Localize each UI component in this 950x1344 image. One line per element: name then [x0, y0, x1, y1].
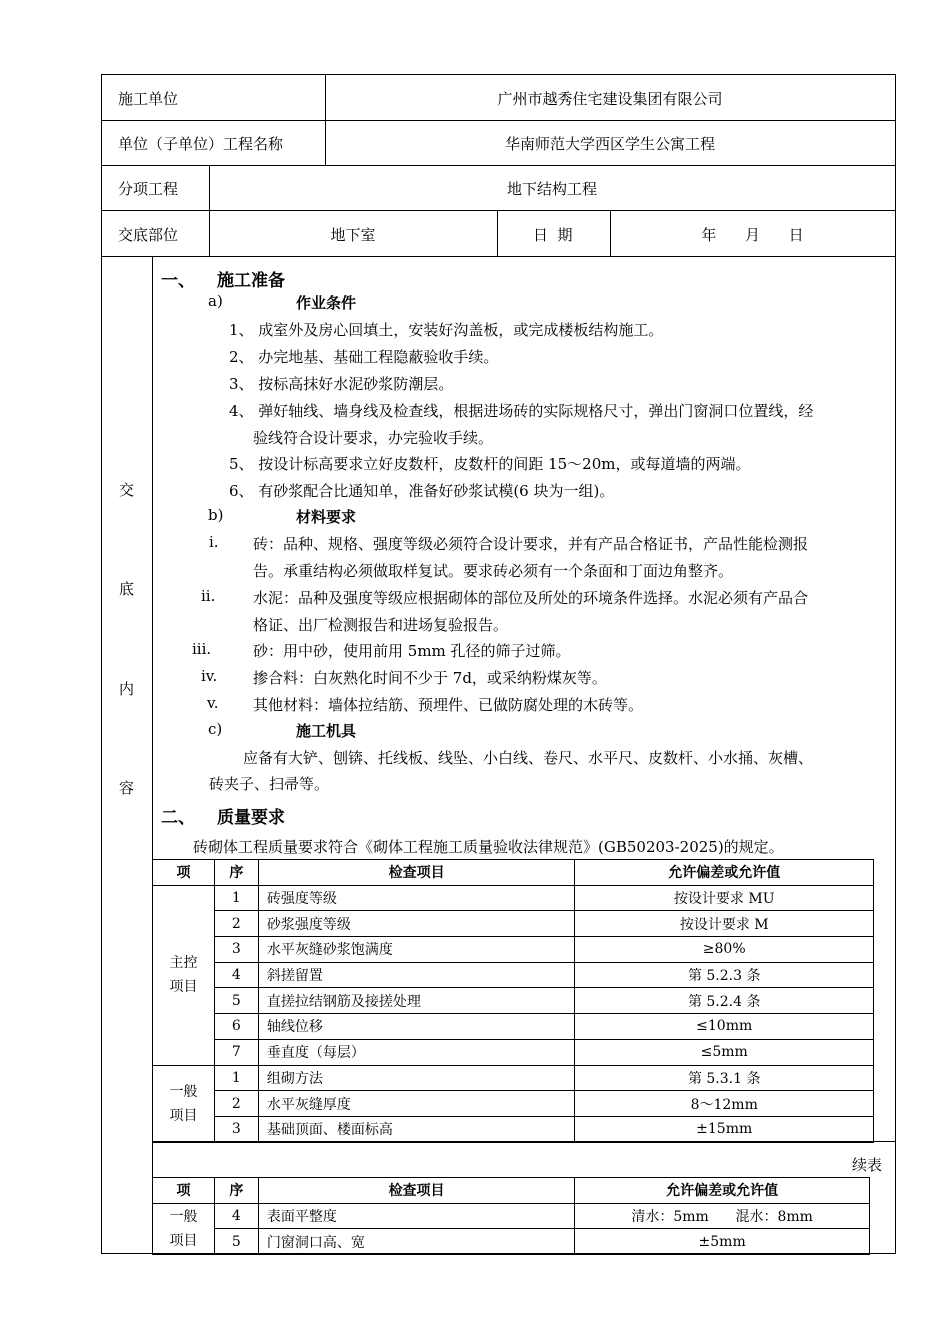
section2-title: 质量要求 [217, 808, 285, 828]
section2-number: 二、 [161, 808, 195, 828]
location-value: 地下室 [330, 226, 376, 244]
row-value: 第 5.2.3 条 [575, 962, 874, 988]
date-value: 年 月 日 [701, 226, 804, 244]
list-item: 砖：品种、规格、强度等级必须符合设计要求，并有产品合格证书，产品性能检测报 [253, 535, 809, 553]
side-label-char: 交 [118, 481, 134, 499]
date-label: 日 期 [533, 226, 573, 244]
group-label: 一般项目 [153, 1203, 215, 1254]
roman-num: ii. [201, 587, 216, 605]
column-header: 序 [214, 1178, 258, 1204]
table-row [153, 937, 874, 963]
sub-a-mark: a) [208, 292, 223, 310]
col-divider [497, 210, 498, 256]
location-label: 交底部位 [118, 226, 179, 244]
list-item: 1、 成室外及房心回填土，安装好沟盖板，或完成楼板结构施工。 [229, 321, 664, 339]
roman-num: v. [207, 694, 219, 712]
row-value: ≤10mm [575, 1014, 874, 1040]
column-header: 序 [214, 860, 258, 886]
row-no: 4 [214, 962, 258, 988]
row-divider [101, 120, 896, 121]
list-item: 掺合料：白灰熟化时间不少于 7d，或采纳粉煤灰等。 [253, 669, 607, 687]
row-no: 6 [214, 1014, 258, 1040]
row-value: 第 5.3.1 条 [575, 1065, 874, 1091]
side-label-char: 容 [118, 779, 134, 797]
row-value: ≤5mm [575, 1039, 874, 1065]
list-item: 格证、出厂检测报告和进场复验报告。 [253, 616, 509, 634]
row-value: 清水：5mm 混水：8mm [575, 1203, 870, 1229]
side-label-char: 内 [118, 680, 134, 698]
frame-right [895, 74, 896, 1254]
section1-title: 施工准备 [217, 271, 285, 291]
list-item: 水泥：品种及强度等级应根据砌体的部位及所处的环境条件选择。水泥必须有产品合 [253, 589, 809, 607]
row-item: 基础顶面、楼面标高 [258, 1116, 575, 1142]
list-item: 砂：用中砂，使用前用 5mm 孔径的筛子过筛。 [253, 642, 571, 660]
row-value: 按设计要求 MU [575, 885, 874, 911]
list-item: 3、 按标高抹好水泥砂浆防潮层。 [229, 375, 454, 393]
row-item: 表面平整度 [258, 1203, 574, 1229]
sub-a-title: 作业条件 [296, 294, 357, 312]
unit-label: 施工单位 [118, 90, 179, 108]
row-divider [101, 210, 896, 211]
row-no: 7 [214, 1039, 258, 1065]
column-header: 允许偏差或允许值 [575, 860, 874, 886]
group-label: 一般项目 [153, 1065, 215, 1142]
list-item: 6、 有砂浆配合比通知单，准备好砂浆试模(6 块为一组)。 [229, 482, 615, 500]
section1-number: 一、 [161, 271, 195, 291]
list-item: 其他材料：墙体拉结筋、预埋件、已做防腐处理的木砖等。 [253, 696, 644, 714]
column-header: 项 [153, 1178, 215, 1204]
row-item: 组砌方法 [258, 1065, 575, 1091]
row-value: 按设计要求 M [575, 911, 874, 937]
row-no: 5 [214, 988, 258, 1014]
sub-c-mark: c) [208, 720, 223, 738]
row-no: 3 [214, 937, 258, 963]
table-header-row [153, 860, 874, 886]
list-item: 验线符合设计要求，办完验收手续。 [253, 429, 494, 447]
sub-b-mark: b) [208, 506, 224, 524]
column-header: 检查项目 [258, 860, 575, 886]
row-no: 2 [214, 1091, 258, 1117]
paragraph: 应备有大铲、刨锛、托线板、线坠、小白线、卷尺、水平尺、皮数杆、小水捅、灰槽、 [243, 749, 814, 767]
roman-num: iv. [201, 667, 218, 685]
row-item: 水平灰缝砂浆饱满度 [258, 937, 575, 963]
sub-c-title: 施工机具 [296, 722, 357, 740]
table-header-row [153, 1178, 870, 1204]
table-row [153, 988, 874, 1014]
paragraph: 砖夹子、扫帚等。 [209, 775, 330, 793]
row-item: 直搓拉结钢筋及接搓处理 [258, 988, 575, 1014]
row-item: 水平灰缝厚度 [258, 1091, 575, 1117]
row-no: 3 [214, 1116, 258, 1142]
roman-num: i. [209, 533, 219, 551]
row-value: 第 5.2.4 条 [575, 988, 874, 1014]
row-no: 4 [214, 1203, 258, 1229]
column-header: 检查项目 [258, 1178, 574, 1204]
project-label: 单位（子单位）工程名称 [118, 135, 284, 153]
row-divider [101, 256, 896, 257]
side-label-char: 底 [118, 580, 134, 598]
list-item: 2、 办完地基、基础工程隐蔽验收手续。 [229, 348, 499, 366]
row-no: 2 [214, 911, 258, 937]
table-row [153, 885, 874, 911]
list-item: 5、 按设计标高要求立好皮数杆，皮数杆的间距 15～20m，或每道墙的两端。 [229, 455, 751, 473]
subitem-label: 分项工程 [118, 180, 179, 198]
quality-table [152, 859, 874, 1143]
list-item: 告。承重结构必须做取样复试。要求砖必须有一个条面和丁面边角整齐。 [253, 562, 734, 580]
row-value: ±15mm [575, 1116, 874, 1142]
row-item: 垂直度（每层） [258, 1039, 575, 1065]
list-item: 4、 弹好轴线、墙身线及检查线，根据进场砖的实际规格尺寸，弹出门窗洞口位置线，经 [229, 402, 814, 420]
column-header: 项 [153, 860, 215, 886]
column-header: 允许偏差或允许值 [575, 1178, 870, 1204]
row-value: ≥80% [575, 937, 874, 963]
project-value: 华南师范大学西区学生公寓工程 [504, 135, 715, 153]
roman-num: iii. [192, 640, 212, 658]
section2-intro: 砖砌体工程质量要求符合《砌体工程施工质量验收法律规范》(GB50203-2025)的规定。 [193, 838, 784, 856]
unit-value: 广州市越秀住宅建设集团有限公司 [497, 90, 723, 108]
frame-left [101, 74, 102, 1254]
row-item: 轴线位移 [258, 1014, 575, 1040]
row-item: 砂浆强度等级 [258, 911, 575, 937]
table-row [153, 1229, 870, 1255]
row-item: 门窗洞口高、宽 [258, 1229, 574, 1255]
sub-b-title: 材料要求 [296, 508, 357, 526]
continued-label: 续表 [852, 1156, 883, 1174]
table-row [153, 1014, 874, 1040]
frame-top [101, 74, 896, 75]
group-label: 主控项目 [153, 885, 215, 1065]
table-row [153, 962, 874, 988]
table-row [153, 1091, 874, 1117]
row-value: 8～12mm [575, 1091, 874, 1117]
row-no: 5 [214, 1229, 258, 1255]
table-row [153, 1065, 874, 1091]
table-row [153, 1116, 874, 1142]
row-divider [152, 1141, 895, 1142]
row-value: ±5mm [575, 1229, 870, 1255]
table-row [153, 1039, 874, 1065]
row-divider [101, 165, 896, 166]
quality-table-continued [152, 1177, 870, 1255]
row-no: 1 [214, 885, 258, 911]
table-row [153, 1203, 870, 1229]
row-item: 斜搓留置 [258, 962, 575, 988]
row-item: 砖强度等级 [258, 885, 575, 911]
row-no: 1 [214, 1065, 258, 1091]
subitem-value: 地下结构工程 [506, 180, 597, 198]
table-row [153, 911, 874, 937]
